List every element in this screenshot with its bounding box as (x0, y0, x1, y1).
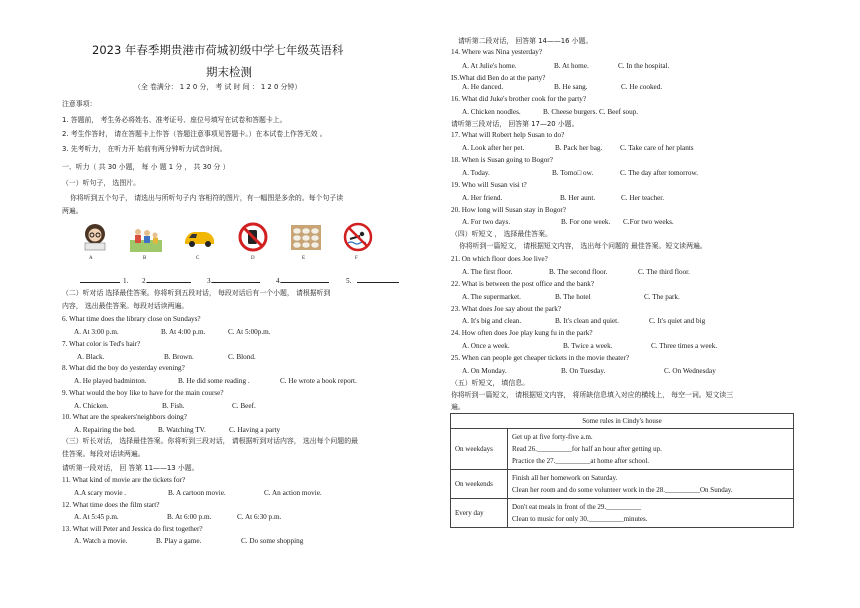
row-label: Every day (451, 499, 508, 528)
left-column-lower (62, 0, 400, 608)
part1-instruction: 你将听到五个句子， 请选出与所听句子内 容相符的图片，有一幅图是多余的。每个句子读 (70, 194, 344, 202)
option[interactable]: A. On Monday. (462, 367, 507, 375)
question-23: 23. What does Joe say about the park? (451, 305, 562, 313)
option[interactable]: C. At 5:00p.m. (228, 328, 271, 336)
option[interactable]: A. Once a week. (462, 342, 510, 350)
question-25: 25. When can people get cheaper tickets in the movie theater? (451, 354, 630, 362)
option[interactable]: C. Her teacher. (621, 194, 665, 202)
option[interactable]: B. For one week. (561, 218, 611, 226)
question-15: IS.What did Ben do at the party? (451, 74, 546, 82)
option[interactable]: A. He played badminton. (74, 377, 147, 385)
exam-meta: （全 卷满分： 1 2 0 分， 考 试 时 间 ： 1 2 0 分钟） (134, 83, 302, 91)
option[interactable]: C. Take care of her plants (620, 144, 694, 152)
picture-letter: D (251, 256, 255, 261)
part3-heading: 佳答案。每段对话读两遍。 (62, 450, 145, 458)
row-label: On weekdays (451, 429, 508, 470)
note-item: 1. 答题前， 考生务必将姓名、准考证号、座位号填写在试卷和答题卡上。 (62, 116, 287, 124)
question-19: 19. Who will Susan visi t? (451, 181, 527, 189)
row-label: On weekends (451, 470, 508, 499)
option[interactable]: A. For two days. (462, 218, 511, 226)
option[interactable]: C. In the hospital. (618, 62, 670, 70)
option[interactable]: B. Play a game. (156, 537, 202, 545)
option[interactable]: B. The second floor. (549, 268, 608, 276)
rules-table (450, 413, 794, 528)
question-16: 16. What did Juke's brother cook for the party? (451, 95, 587, 103)
option[interactable]: C. He wrote a book report. (280, 377, 357, 385)
rule-line-blank-30[interactable]: Clean to music for only 30.__________minutes. (512, 515, 648, 523)
option[interactable]: C. The day after tomorrow. (620, 169, 699, 177)
answer-blank[interactable]: 4. (276, 274, 329, 285)
option[interactable]: B. At 6:00 p.m. (167, 513, 212, 521)
question-12: 12. What time does the film start? (62, 501, 160, 509)
part3-heading: （三）听长对话， 选择最佳答案。你将听到三段对话， 请根据听到对话内容， 选出每个问题的最 (62, 437, 358, 445)
option[interactable]: C. Three times a week. (651, 342, 718, 350)
part5-instruction: 你将听到一篇短文， 请根据短文内容， 将所缺信息填入对应的横线上， 每空一词。短文读三 (451, 391, 734, 399)
rule-line-blank-28[interactable]: Clean her room and do some volunteer work in the 28.__________On Sunday. (512, 486, 733, 494)
option[interactable]: B. At home. (554, 62, 589, 70)
option[interactable]: B. Brown. (164, 353, 194, 361)
option[interactable]: A. At Julie's home. (462, 62, 517, 70)
option[interactable]: A. Watch a movie. (74, 537, 128, 545)
option[interactable]: C. Beef. (232, 402, 256, 410)
answer-blank[interactable]: 1. (80, 274, 128, 285)
option[interactable]: B. Fish. (162, 402, 185, 410)
table-row (451, 429, 794, 470)
question-21: 21. On which floor does Joe live? (451, 255, 548, 263)
question-6: 6. What time does the library close on Sundays? (62, 315, 201, 323)
question-9: 9. What would the boy like to have for the main course? (62, 389, 224, 397)
exam-title: 2023 年春季期贵港市荷城初级中学七年级英语科 (92, 43, 344, 57)
picture-letter: F (355, 256, 358, 261)
option[interactable]: C. Blond. (228, 353, 256, 361)
option[interactable]: A. Her friend. (462, 194, 503, 202)
part4-instruction: 你将听到一篇短文， 请根据短文内容， 选出每个问题的 最佳答案。短文读两遍。 (459, 242, 707, 250)
rule-line: Get up at five forty-five a.m. (512, 433, 593, 441)
option[interactable]: B. Pack her bag. (555, 144, 603, 152)
option[interactable]: A.A scary movie . (74, 489, 127, 497)
question-17: 17. What will Robert help Susan to do? (451, 131, 565, 139)
option[interactable]: B. Her aunt. (560, 194, 596, 202)
question-8: 8. What did the boy do yesterday evening? (62, 364, 185, 372)
option[interactable]: C. Having a party (229, 426, 281, 434)
question-22: 22. What is between the post office and the bank? (451, 280, 595, 288)
part2-heading: 内容， 选出最佳答案。每段对话读两遍。 (62, 302, 189, 310)
question-13: 13. What will Peter and Jessica do first together? (62, 525, 203, 533)
option[interactable]: B. On Tuesday. (561, 367, 606, 375)
option[interactable]: B. It's clean and quiet. (555, 317, 619, 325)
option[interactable]: C. An action movie. (264, 489, 322, 497)
question-20: 20. How long will Susan stay in Bogor? (451, 206, 566, 214)
option[interactable]: C. It's quiet and big (649, 317, 706, 325)
answer-blank[interactable]: 2. (142, 274, 191, 285)
note-item: 3. 先考听力， 在听力开 始前有两分钟听力试音时间。 (62, 145, 227, 153)
rule-line-blank-27[interactable]: Practice the 27.__________at home after school. (512, 457, 650, 465)
option[interactable]: C. On Wednesday (664, 367, 716, 375)
option[interactable]: B. A cartoon movie. (168, 489, 226, 497)
option[interactable]: B. He sang. (554, 83, 588, 91)
option[interactable]: A. He danced. (462, 83, 504, 91)
option[interactable]: B. Twice a week. (563, 342, 613, 350)
option[interactable]: C. Do some shopping (241, 537, 304, 545)
option[interactable]: C. He cooked. (621, 83, 663, 91)
option[interactable]: B. He did some reading . (178, 377, 250, 385)
question-18: 18. When is Susan going to Bogor? (451, 156, 553, 164)
picture-letter: A (89, 256, 93, 261)
option[interactable]: A. At 3:00 p.m. (74, 328, 119, 336)
question-24: 24. How often does Joe play kung fu in the park? (451, 329, 593, 337)
option[interactable]: A. Chicken noodles. (462, 108, 521, 116)
part3-sub: 请听第一段对话， 回 答第 11——13 小题。 (62, 464, 199, 472)
option[interactable]: A. Repairing the bed. (74, 426, 136, 434)
answer-blank[interactable]: 5. (346, 274, 399, 285)
option[interactable]: A. Look after her pet. (462, 144, 525, 152)
question-11: 11. What kind of movie are the tickets for? (62, 476, 186, 484)
option[interactable]: A. Today. (462, 169, 490, 177)
rule-line-blank-26[interactable]: Read 26.__________for half an hour after getting up. (512, 445, 662, 453)
note-item: 2. 考生作答时， 请在答题卡上作答（答题注意事项见答题卡。）在本试卷上作答无效 。 (62, 130, 327, 138)
part3-sub: 请听第三段对话， 回答第 17—20 小题。 (451, 120, 579, 128)
table-title: Some rules in Cindy's house (451, 414, 794, 429)
part3-sub: 请听第二段对话， 回答第 14——16 小题。 (458, 37, 593, 45)
part1-instruction: 两遍。 (62, 207, 83, 215)
option[interactable]: A. It's big and clean. (462, 317, 522, 325)
table-row (451, 499, 794, 528)
part5-heading: （五）听短文， 填信息。 (451, 379, 529, 387)
picture-letter: E (302, 256, 306, 261)
part4-heading: （四）听短文 ， 选择最佳答案。 (451, 230, 552, 238)
answer-blank[interactable]: 3. (207, 274, 260, 285)
option[interactable]: A. At 5:45 p.m. (74, 513, 119, 521)
option[interactable]: C. The third floor. (638, 268, 690, 276)
option[interactable]: A. The first floor. (462, 268, 513, 276)
question-7: 7. What color is Ted's hair? (62, 340, 141, 348)
option[interactable]: B. The hotel (555, 293, 591, 301)
option[interactable]: C. The park. (644, 293, 680, 301)
option[interactable]: A. The supermarket. (462, 293, 521, 301)
rule-line-blank-29[interactable]: Don't eat meals in front of the 29.__________ (512, 503, 642, 511)
picture-letter: B (143, 256, 147, 261)
option[interactable]: B. At 4:00 p.m. (161, 328, 206, 336)
part1-heading: （一）听句子， 选图片。 (62, 179, 140, 187)
option[interactable]: C.For two weeks. (623, 218, 674, 226)
part5-instruction: 遍。 (451, 403, 465, 411)
option[interactable]: B. Cheese burgers. C. Beef soup. (543, 108, 639, 116)
notes-heading: 注意事项： (62, 100, 97, 108)
part2-heading: （二）听对话 选择最佳答案。你将听到五段对话， 每段对话后有一个小题， 请根据听到 (62, 289, 331, 297)
table-row (451, 470, 794, 499)
option[interactable]: C. At 6:30 p.m. (237, 513, 282, 521)
section-heading: 一、听力（ 共 30 小题， 每 小 题 1 分 ， 共 30 分 ） (62, 163, 230, 171)
question-14: 14. Where was Nina yesterday? (451, 48, 543, 56)
option[interactable]: B. Watching TV. (158, 426, 206, 434)
rule-line: Finish all her homework on Saturday. (512, 474, 618, 482)
question-10: 10. What are the speakers'neighbors doing? (62, 413, 187, 421)
exam-subtitle: 期末检测 (206, 65, 252, 79)
picture-letter: C (196, 256, 200, 261)
option[interactable]: A. Black. (77, 353, 105, 361)
option[interactable]: B. Tomo□ ow. (552, 169, 594, 177)
option[interactable]: A. Chicken. (74, 402, 109, 410)
